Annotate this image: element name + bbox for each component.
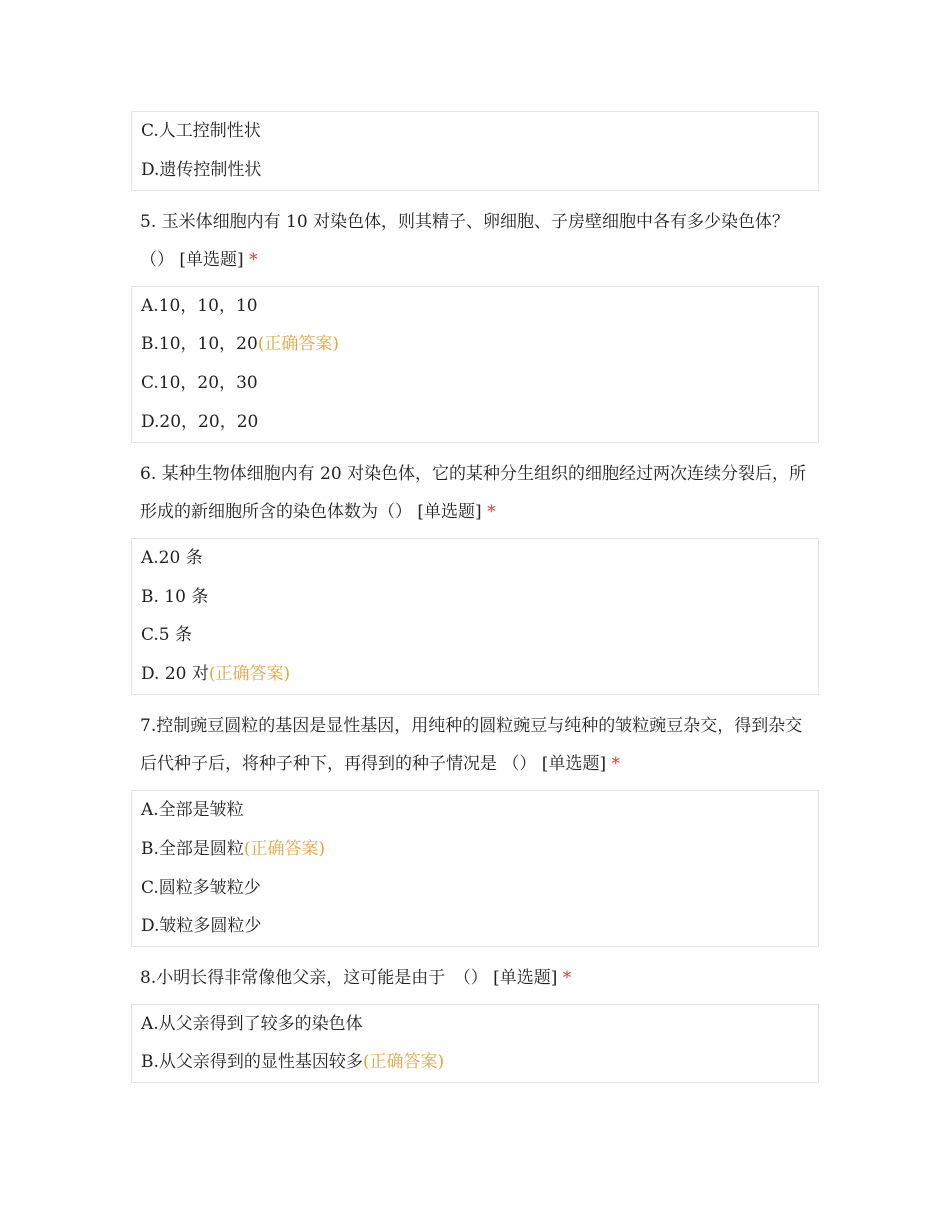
option-q6-c[interactable]: C.5 条 — [141, 625, 193, 646]
option-q8-b[interactable]: B.从父亲得到的显性基因较多(正确答案) — [141, 1052, 445, 1073]
option-q4-d[interactable]: D.遗传控制性状 — [141, 159, 262, 180]
correct-answer-tag: (正确答案) — [208, 664, 291, 685]
option-q4-c[interactable]: C.人工控制性状 — [141, 121, 261, 141]
options-box-q4 — [131, 111, 819, 191]
options-box-q7 — [131, 790, 819, 947]
correct-answer-tag: (正确答案) — [362, 1052, 445, 1073]
required-mark: * — [249, 250, 258, 271]
option-q7-d[interactable]: D.皱粒多圆粒少 — [141, 916, 262, 937]
option-q5-c[interactable]: C.10，20，30 — [141, 373, 258, 394]
option-q5-b[interactable]: B.10，10，20(正确答案) — [141, 334, 340, 355]
option-q7-b[interactable]: B.全部是圆粒(正确答案) — [141, 838, 326, 859]
correct-answer-tag: (正确答案) — [243, 838, 326, 859]
required-mark: * — [562, 968, 572, 989]
question-8-stem: 8.小明长得非常像他父亲，这可能是由于 （） [单选题] * — [140, 968, 572, 989]
option-q8-a[interactable]: A.从父亲得到了较多的染色体 — [141, 1013, 363, 1034]
options-box-q5 — [131, 286, 819, 443]
option-q6-d[interactable]: D. 20 对(正确答案) — [141, 664, 291, 685]
question-7-stem: 7.控制豌豆圆粒的基因是显性基因，用纯种的圆粒豌豆与纯种的皱粒豌豆杂交，得到杂交后代种子后，将种子种下，再得到的种子情况是 （） [单选题] * — [140, 715, 803, 775]
option-q6-a[interactable]: A.20 条 — [141, 547, 203, 568]
question-6-stem: 6. 某种生物体细胞内有 20 对染色体，它的某种分生组织的细胞经过两次连续分裂后，所形成的新细胞所含的染色体数为（） [单选题] * — [140, 463, 807, 523]
question-5-stem: 5. 玉米体细胞内有 10 对染色体，则其精子、卵细胞、子房壁细胞中各有多少染色体？ （） [单选题] * — [140, 211, 790, 271]
option-q7-a[interactable]: A.全部是皱粒 — [141, 799, 244, 820]
correct-answer-tag: (正确答案) — [257, 334, 340, 355]
option-q6-b[interactable]: B. 10 条 — [141, 586, 209, 607]
options-box-q6 — [131, 538, 819, 695]
option-q5-a[interactable]: A.10，10，10 — [141, 295, 258, 316]
option-q5-d[interactable]: D.20，20，20 — [141, 411, 259, 432]
options-box-q8 — [131, 1004, 819, 1084]
required-mark: * — [487, 502, 496, 523]
quiz-document — [131, 111, 819, 1083]
option-q7-c[interactable]: C.圆粒多皱粒少 — [141, 877, 261, 898]
required-mark: * — [611, 754, 620, 775]
